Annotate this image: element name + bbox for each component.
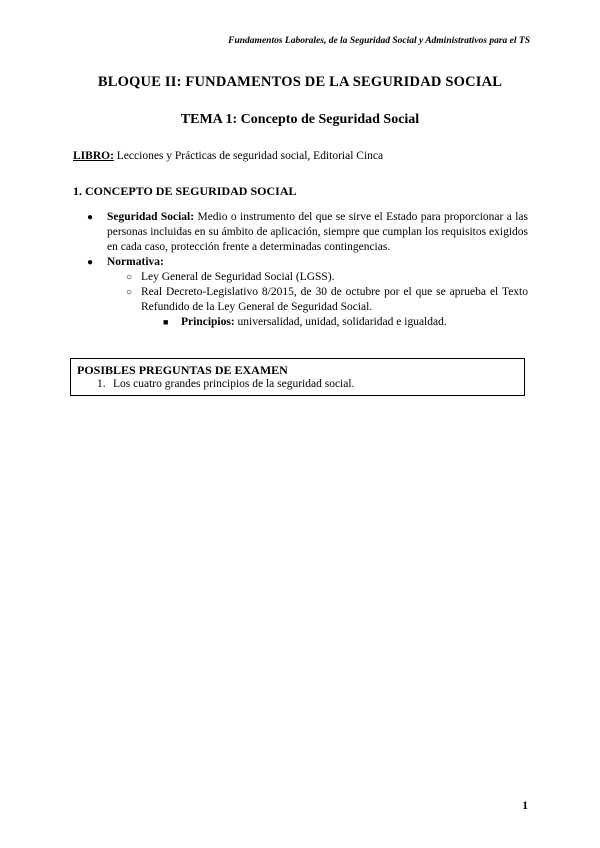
- hollow-circle-bullet-icon: ○: [126, 287, 133, 298]
- section-content: [73, 210, 528, 330]
- filled-circle-bullet-icon: ●: [87, 212, 94, 223]
- sublist-item-text: Real Decreto-Legislativo 8/2015, de 30 de octubre por el que se aprueba el Texto Refundido de la Ley General de Seguridad Social.: [141, 286, 528, 313]
- definition-term: Seguridad Social:: [107, 211, 195, 223]
- sublist-item-text: Ley General de Seguridad Social (LGSS).: [141, 271, 335, 283]
- exam-box-title: POSIBLES PREGUNTAS DE EXAMEN: [77, 363, 288, 377]
- page-number: 1: [522, 800, 528, 812]
- sublist-item-real-decreto: [73, 285, 528, 315]
- definition-text: Medio o instrumento del que se sirve el Estado para proporcionar a las personas incluidas en su ámbito de aplicación, siempre que cumplan los requisitos exigidos en cada caso, protección frente a determinadas contingencias.: [107, 211, 528, 253]
- section-heading: 1. CONCEPTO DE SEGURIDAD SOCIAL: [73, 184, 297, 198]
- exam-questions-box: [70, 358, 525, 396]
- sublist-item-lgss: [73, 270, 528, 285]
- normativa-term: Normativa:: [107, 256, 164, 268]
- running-header: Fundamentos Laborales, de la Seguridad Social y Administrativos para el TS: [228, 36, 530, 46]
- topic-title: TEMA 1: Concepto de Seguridad Social: [180, 112, 420, 127]
- list-item-normativa: [73, 255, 528, 270]
- question-number: 1.: [97, 378, 106, 390]
- hollow-circle-bullet-icon: ○: [126, 272, 133, 283]
- book-label: LIBRO:: [73, 150, 114, 162]
- book-reference: [73, 150, 383, 162]
- filled-circle-bullet-icon: ●: [87, 257, 94, 268]
- sublist-item-principios: [73, 315, 528, 330]
- filled-square-bullet-icon: ■: [163, 317, 169, 327]
- principles-text: universalidad, unidad, solidaridad e igualdad.: [234, 316, 447, 328]
- book-text: Lecciones y Prácticas de seguridad social, Editorial Cinca: [113, 150, 384, 162]
- exam-question-item: [77, 377, 524, 391]
- question-text: Los cuatro grandes principios de la seguridad social.: [113, 378, 355, 390]
- block-title: BLOQUE II: FUNDAMENTOS DE LA SEGURIDAD SOCIAL: [97, 74, 503, 90]
- principles-term: Principios:: [181, 316, 235, 328]
- list-item-seguridad-social: [73, 210, 528, 255]
